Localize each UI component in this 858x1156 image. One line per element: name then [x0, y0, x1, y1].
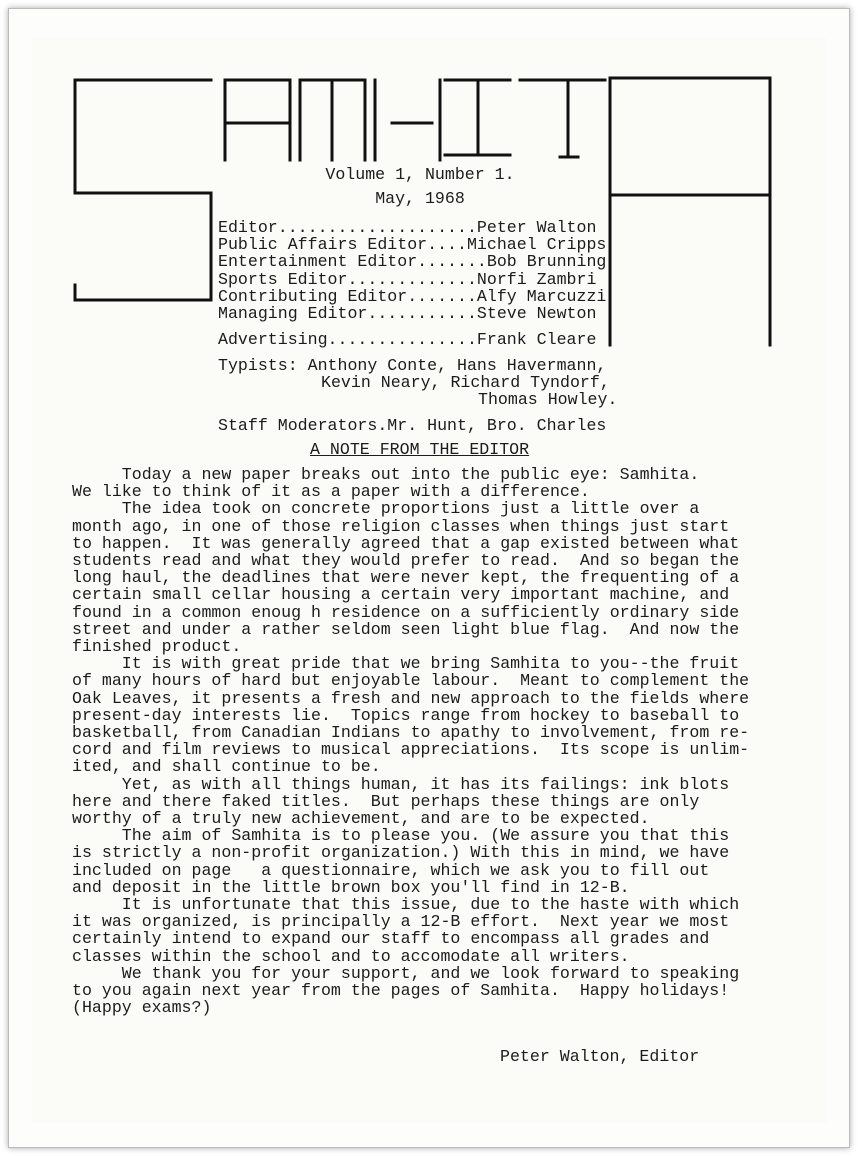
issue-date: May, 1968: [375, 189, 465, 208]
body-line: is strictly a non-profit organization.) With this in mind, we have: [72, 843, 730, 863]
body-line: We thank you for your support, and we look forward to speaking: [72, 963, 740, 983]
body-line: present-day interests lie. Topics range from hockey to baseball to: [72, 705, 740, 725]
body-line: Today a new paper breaks out into the public eye: Samhita.: [72, 465, 700, 484]
typists-line-1: Typists: Anthony Conte, Hans Havermann,: [218, 356, 607, 375]
body-line: it was organized, is principally a 12-B effort. Next year we most: [72, 912, 730, 932]
body-line: street and under a rather seldom seen light blue flag. And now the: [72, 619, 740, 639]
logo-letter-i: [445, 80, 510, 155]
body-line: cord and film reviews to musical appreciations. Its scope is unlim-: [72, 740, 750, 760]
advertising-credit: Advertising...............Frank Cleare: [218, 330, 597, 349]
staff-row: Managing Editor...........Steve Newton: [218, 304, 597, 324]
body-line: found in a common enoug h residence on a sufficiently ordinary side: [72, 602, 740, 622]
body-line: Yet, as with all things human, it has its failings: ink blots: [72, 774, 730, 794]
staff-list: [218, 219, 606, 322]
staff-row: Editor....................Peter Walton: [218, 218, 597, 237]
body-line: It is unfortunate that this issue, due to the haste with which: [72, 895, 740, 915]
body-line: basketball, from Canadian Indians to apathy to involvement, from re-: [72, 723, 750, 743]
body-line: ited, and shall continue to be.: [72, 757, 381, 777]
body-line: (Happy exams?): [72, 998, 212, 1018]
body-line: Oak Leaves, it presents a fresh and new approach to the fields where: [72, 688, 750, 708]
signature: Peter Walton, Editor: [500, 1047, 700, 1066]
typists-line-2: Kevin Neary, Richard Tyndorf,: [321, 373, 610, 392]
body-line: certain small cellar housing a certain very important machine, and: [72, 585, 730, 605]
body-line: The aim of Samhita is to please you. (We assure you that this: [72, 826, 730, 846]
typists-line-3: Thomas Howley.: [478, 390, 618, 409]
body-line: certainly intend to expand our staff to encompass all grades and: [72, 929, 710, 949]
body-line: to happen. It was generally agreed that a gap existed between what: [72, 533, 740, 553]
body-line: included on page a questionnaire, which we ask you to fill out: [72, 860, 710, 880]
staff-row: Public Affairs Editor....Michael Cripps: [218, 235, 607, 255]
body-line: students read and what they would prefer to read. And so began the: [72, 551, 740, 571]
body-line: worthy of a truly new achievement, and are to be expected.: [72, 809, 650, 829]
staff-moderators: Staff Moderators.Mr. Hunt, Bro. Charles: [218, 416, 607, 435]
logo-letter-a-large: [610, 78, 770, 345]
body-line: The idea took on concrete proportions just a little over a: [72, 499, 700, 519]
logo-letter-a: [225, 80, 290, 160]
staff-row: Entertainment Editor.......Bob Brunning: [218, 252, 607, 272]
logo-letter-m: [300, 80, 365, 160]
staff-row: Contributing Editor.......Alfy Marcuzzi: [218, 286, 607, 306]
volume-number: Volume 1, Number 1.: [325, 165, 515, 184]
body-line: finished product.: [72, 637, 242, 657]
body-line: to you again next year from the pages of Samhita. Happy holidays!: [72, 981, 730, 1001]
body-line: of many hours of hard but enjoyable labour. Meant to complement the: [72, 671, 750, 691]
staff-row: Sports Editor.............Norfi Zambri: [218, 269, 597, 289]
note-title: A NOTE FROM THE EDITOR: [310, 440, 530, 459]
body-line: month ago, in one of those religion classes when things just start: [72, 516, 730, 536]
body-line: We like to think of it as a paper with a difference.: [72, 482, 590, 502]
logo-letter-s: [75, 80, 211, 300]
body-line: It is with great pride that we bring Samhita to you--the fruit: [72, 654, 740, 674]
logo-letter-h: [375, 80, 440, 160]
editor-note-body: [72, 466, 749, 1017]
body-line: classes within the school and to accomodate all writers.: [72, 946, 630, 966]
logo-letter-t: [520, 80, 605, 157]
body-line: and deposit in the little brown box you'll find in 12-B.: [72, 877, 630, 897]
body-line: here and there faked titles. But perhaps these things are only: [72, 791, 700, 811]
body-line: long haul, the deadlines that were never kept, the frequenting of a: [72, 568, 740, 588]
